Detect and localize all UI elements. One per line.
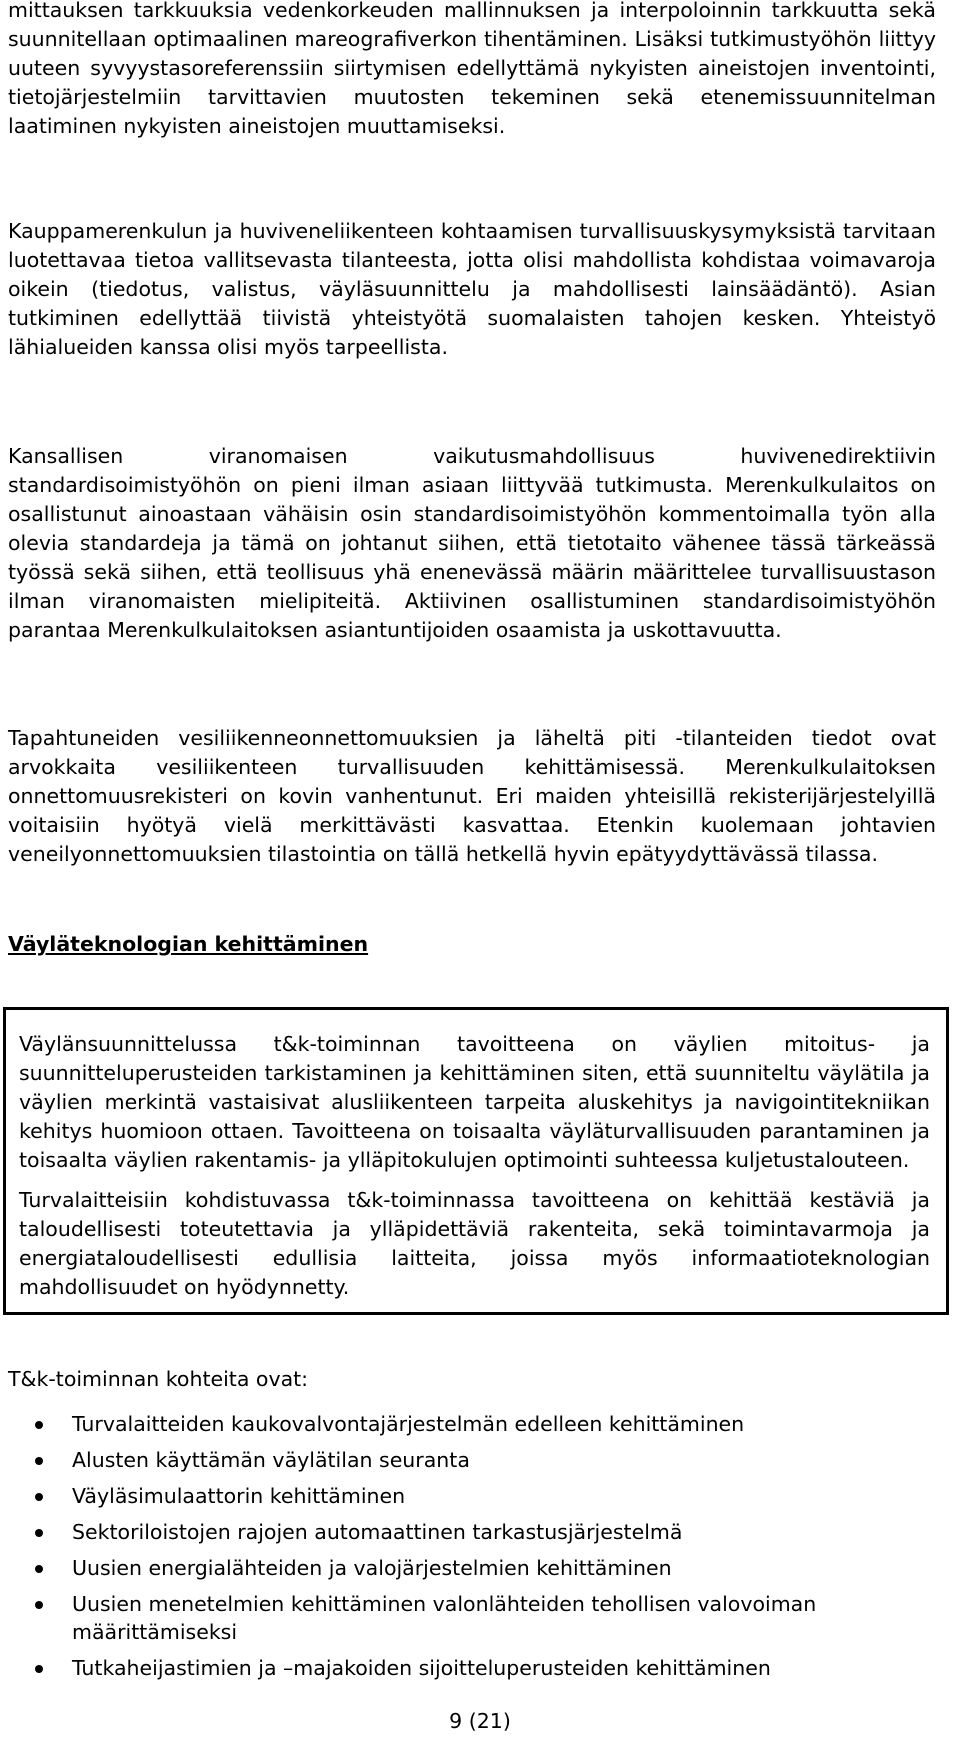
section-heading: Väyläteknologian kehittäminen <box>8 932 369 956</box>
paragraph-tide-gauge: mittauksen tarkkuuksia vedenkorkeuden mallinnuksen ja interpoloinnin tarkkuutta sekä suunnitellaan optimaalinen mareografiverkon tihentäminen. Lisäksi tutkimustyöhön liittyy uuteen syvyystasoreferenssiin siirtymisen edellyttämä nykyisten aineistojen inventointi, tietojärjestelmiin tarvittavien muutosten tekeminen sekä etenemissuunnitelman laatiminen nykyisten aineistojen muuttamiseksi. <box>8 0 936 138</box>
bullet-list <box>8 1410 936 1690</box>
paragraph-boating-safety: Kauppamerenkulun ja huviveneliikenteen kohtaamisen turvallisuuskysymyksistä tarvitaan luotettavaa tietoa vallitsevasta tilanteesta, jotta olisi mahdollista kohdistaa voimavaroja oikein (tiedotus, valistus, väyläsuunnittelu ja mahdollisesti lainsäädäntö). Asian tutkiminen edellyttää tiivistä yhteistyötä suomalaisten tahojen kesken. Yhteistyö lähialueiden kanssa olisi myös tarpeellista. <box>8 219 936 359</box>
bullet-icon <box>35 1601 43 1609</box>
bullet-icon <box>35 1665 43 1673</box>
list-item: Sektoriloistojen rajojen automaattinen tarkastusjärjestelmä <box>8 1518 932 1546</box>
paragraph-accident-register: Tapahtuneiden vesiliikenneonnettomuuksien ja läheltä piti -tilanteiden tiedot ovat arvokkaita vesiliikenteen turvallisuuden kehittämisessä. Merenkulkulaitoksen onnettomuusrekisteri on kovin vanhentunut. Eri maiden yhteisillä rekisterijärjestelyillä voitaisiin hyötyä vielä merkittävästi kasvattaa. Etenkin kuolemaan johtavien veneilyonnettomuuksien tilastointia on tällä hetkellä hyvin epätyydyttävässä tilassa. <box>8 726 936 866</box>
bullet-icon <box>35 1493 43 1501</box>
bullet-icon <box>35 1565 43 1573</box>
page-number: 9 (21) <box>449 1709 511 1733</box>
bullet-icon <box>35 1457 43 1465</box>
list-item: Tutkaheijastimien ja –majakoiden sijoitteluperusteiden kehittäminen <box>8 1654 932 1682</box>
list-item: Väyläsimulaattorin kehittäminen <box>8 1482 932 1510</box>
box-paragraph-fairway-design: Väylänsuunnittelussa t&k-toiminnan tavoitteena on väylien mitoitus- ja suunnitteluperusteiden tarkistaminen ja kehittäminen siten, että suunniteltu väylätila ja väylien merkintä vastaisivat alusliikenteen tarpeita aluskehitys ja navigointitekniikan kehitys huomioon ottaen. Tavoitteena on toisaalta väyläturvallisuuden parantaminen ja toisaalta väylien rakentamis- ja ylläpitokulujen optimointi suhteessa kuljetustalouteen. <box>19 1032 930 1172</box>
bullet-icon <box>35 1529 43 1537</box>
list-item: Uusien energialähteiden ja valojärjestelmien kehittäminen <box>8 1554 932 1582</box>
box-paragraph-navigation-aids: Turvalaitteisiin kohdistuvassa t&k-toiminnassa tavoitteena on kehittää kestäviä ja taloudellisesti toteutettavia ja ylläpidettäviä rakenteita, sekä toimintavarmoja ja energiataloudellisesti edullisia laitteita, joissa myös informaatioteknologian mahdollisuudet on hyödynnetty. <box>19 1188 930 1299</box>
list-item: Uusien menetelmien kehittäminen valonlähteiden tehollisen valovoiman määrittämiseksi <box>8 1590 932 1646</box>
bullet-icon <box>35 1421 43 1429</box>
framed-text-box <box>3 1007 949 1315</box>
list-item: Turvalaitteiden kaukovalvontajärjestelmän edelleen kehittäminen <box>8 1410 932 1438</box>
list-item: Alusten käyttämän väylätilan seuranta <box>8 1446 932 1474</box>
list-intro: T&k-toiminnan kohteita ovat: <box>8 1367 309 1391</box>
paragraph-standardisation: Kansallisen viranomaisen vaikutusmahdollisuus huvivenedirektiivin standardisoimistyöhön on pieni ilman asiaan liittyvää tutkimusta. Merenkulkulaitos on osallistunut ainoastaan vähäisin osin standardisoimistyöhön kommentoimalla työn alla olevia standardeja ja tämä on johtanut siihen, että tietotaito vähenee tässä tärkeässä työssä sekä siihen, että teollisuus yhä enenevässä määrin määrittelee turvallisuustason ilman viranomaisten mielipiteitä. Aktiivinen osallistuminen standardisoimistyöhön parantaa Merenkulkulaitoksen asiantuntijoiden osaamista ja uskottavuutta. <box>8 444 936 642</box>
